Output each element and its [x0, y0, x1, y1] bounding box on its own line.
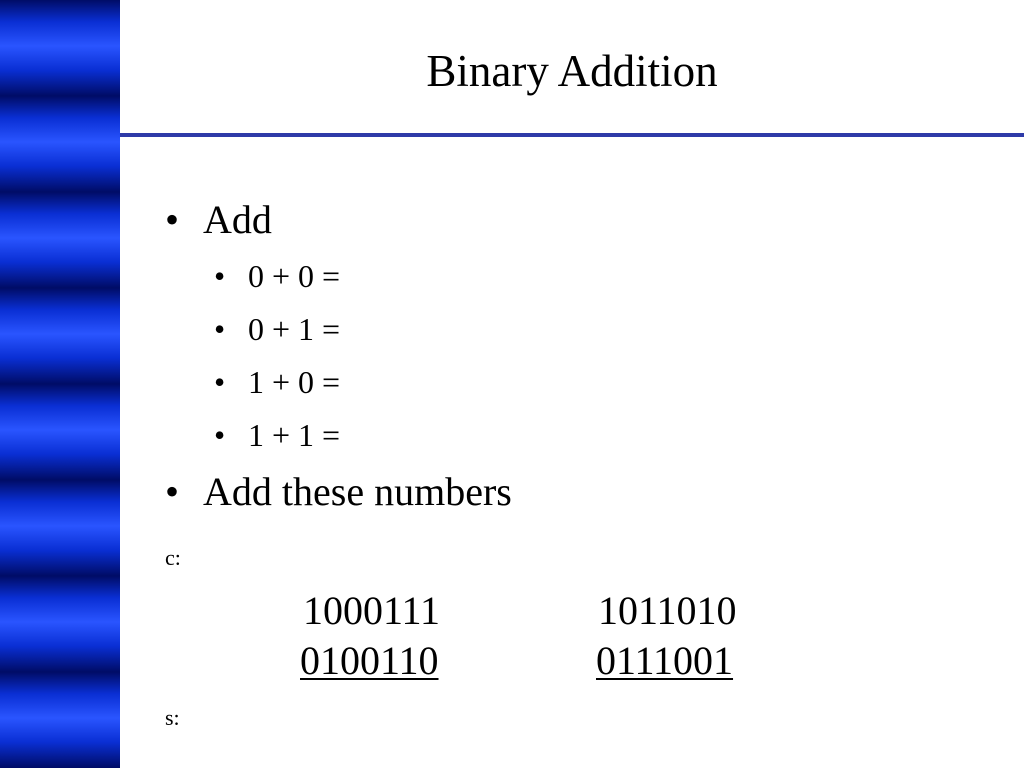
- bullet-text: Add these numbers: [203, 469, 512, 514]
- bullet-dot: •: [165, 197, 180, 242]
- sub-bullet-1-plus-1: [214, 416, 340, 454]
- side-gradient-band: [0, 0, 120, 768]
- sub-bullet-text: 1 + 1 =: [248, 417, 341, 453]
- bullet-dot: •: [214, 258, 226, 294]
- bullet-dot: •: [214, 311, 226, 347]
- sub-bullet-text: 0 + 0 =: [248, 258, 341, 294]
- problem-2-bottom: 0111001: [596, 638, 734, 683]
- carry-label: c:: [165, 545, 181, 570]
- bullet-text: Add: [203, 197, 272, 242]
- sub-bullet-text: 0 + 1 =: [248, 311, 341, 347]
- title-divider: [120, 133, 1024, 137]
- sub-bullet-0-plus-1: [214, 310, 340, 348]
- bullet-dot: •: [214, 417, 226, 453]
- bullet-add-these-numbers: [165, 469, 512, 515]
- sub-bullet-1-plus-0: [214, 363, 340, 401]
- sub-bullet-0-plus-0: [214, 257, 340, 295]
- sub-bullet-text: 1 + 0 =: [248, 364, 341, 400]
- problem-1-top: 1000111: [303, 588, 441, 633]
- bullet-add: [165, 197, 272, 243]
- slide-title: Binary Addition: [426, 46, 718, 96]
- problem-1-bottom: 0100110: [300, 638, 439, 683]
- bullet-dot: •: [165, 469, 180, 514]
- problem-2-top: 1011010: [598, 588, 737, 633]
- sum-label: s:: [165, 705, 180, 730]
- bullet-dot: •: [214, 364, 226, 400]
